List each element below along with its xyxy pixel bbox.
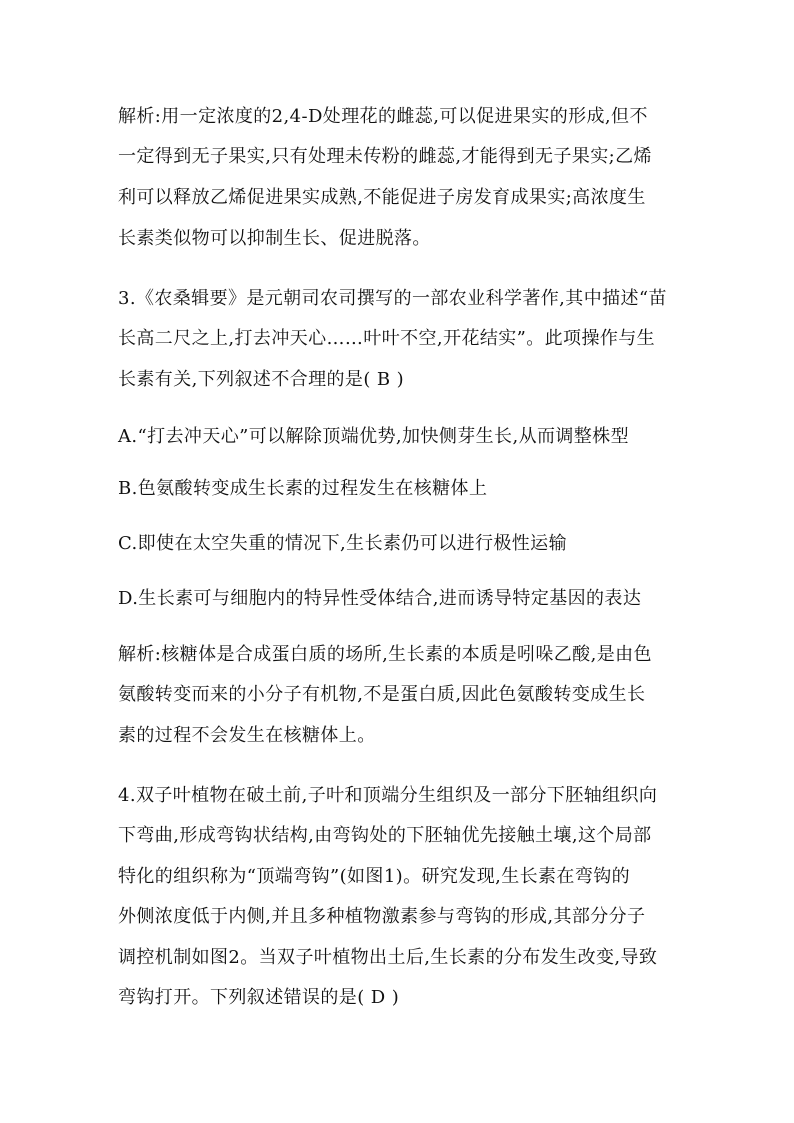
analysis-2-line-3: 利可以释放乙烯促进果实成熟,不能促进子房发育成果实;高浓度生 — [118, 187, 646, 208]
question-3-stem-line-1: 3.《农桑辑要》是元朝司农司撰写的一部农业科学著作,其中描述“苗 — [118, 288, 667, 309]
analysis-3-line-2: 氨酸转变而来的小分子有机物,不是蛋白质,因此色氨酸转变成生长 — [118, 684, 646, 705]
question-4-stem-line-4: 外侧浓度低于内侧,并且多种植物激素参与弯钩的形成,其部分分子 — [118, 906, 646, 927]
analysis-2-line-1: 解析:用一定浓度的2,4-D处理花的雌蕊,可以促进果实的形成,但不 — [118, 106, 648, 127]
question-3-stem-line-2: 长高二尺之上,打去冲天心……叶叶不空,开花结实”。此项操作与生 — [118, 328, 656, 349]
question-4-stem-line-1: 4.双子叶植物在破土前,子叶和顶端分生组织及一部分下胚轴组织向 — [118, 785, 658, 806]
question-3-option-a: A.“打去冲天心”可以解除顶端优势,加快侧芽生长,从而调整株型 — [118, 426, 629, 447]
question-4-stem-line-6: 弯钩打开。下列叙述错误的是( D ) — [118, 987, 400, 1008]
analysis-3-line-3: 素的过程不会发生在核糖体上。 — [118, 725, 376, 746]
analysis-2-line-4: 长素类似物可以抑制生长、促进脱落。 — [118, 228, 431, 249]
question-3-option-b: B.色氨酸转变成生长素的过程发生在核糖体上 — [118, 478, 488, 499]
question-4-stem-line-2: 下弯曲,形成弯钩状结构,由弯钩处的下胚轴优先接触土壤,这个局部 — [118, 825, 652, 846]
analysis-2-line-2: 一定得到无子果实,只有处理未传粉的雌蕊,才能得到无子果实;乙烯 — [118, 146, 652, 167]
question-3-option-d: D.生长素可与细胞内的特异性受体结合,进而诱导特定基因的表达 — [118, 588, 642, 609]
question-3-stem-line-3: 长素有关,下列叙述不合理的是( B ) — [118, 369, 405, 390]
analysis-3-line-1: 解析:核糖体是合成蛋白质的场所,生长素的本质是吲哚乙酸,是由色 — [118, 644, 652, 665]
question-4-stem-line-3: 特化的组织称为“顶端弯钩”(如图1)。研究发现,生长素在弯钩的 — [118, 866, 631, 887]
question-4-stem-line-5: 调控机制如图2。当双子叶植物出土后,生长素的分布发生改变,导致 — [118, 947, 658, 968]
question-3-option-c: C.即使在太空失重的情况下,生长素仍可以进行极性运输 — [118, 533, 567, 554]
